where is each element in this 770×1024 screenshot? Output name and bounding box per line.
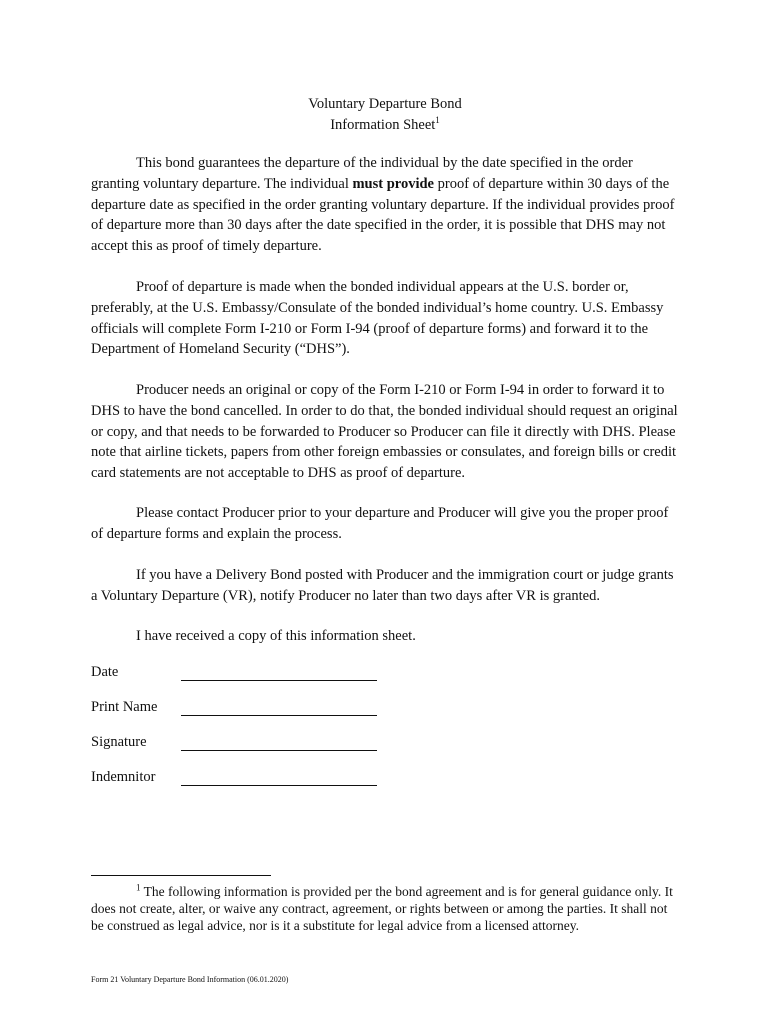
form-identifier: Form 21 Voluntary Departure Bond Information (06.01.2020) (91, 975, 289, 984)
footnote (91, 883, 681, 934)
date-label: Date (91, 664, 119, 680)
title-line-2 (0, 115, 770, 136)
paragraph-delivery-bond: If you have a Delivery Bond posted with Producer and the immigration court or judge grants a Voluntary Departure (VR), notify Producer no later than two days after VR is granted. (91, 567, 674, 604)
paragraph-proof-of-departure: Proof of departure is made when the bonded individual appears at the U.S. border or, preferably, at the U.S. Embassy/Consulate of the bonded individual’s home country. U.S. Embassy officials will complete Form I-210 or Form I-94 (proof of departure forms) and forward it to the Department of Homeland Security (“DHS”). (91, 279, 664, 358)
footnote-text: The following information is provided per the bond agreement and is for general guidance only. It does not create, alter, or waive any contract, agreement, or rights between or among the parties. It shall not be construed as legal advice, nor is it a substitute for legal advice from a licensed attorney. (91, 884, 673, 933)
print-name-label: Print Name (91, 699, 158, 715)
date-field-row (91, 664, 391, 686)
date-input-line[interactable] (181, 680, 377, 681)
paragraph-producer-needs: Producer needs an original or copy of the Form I-210 or Form I-94 in order to forward it to DHS to have the bond cancelled. In order to do that, the bonded individual should request an original or copy, and that needs to be forwarded to Producer so Producer can file it directly with DHS. Please note that airline tickets, papers from other foreign embassies or consulates, and foreign bills or credit card statements are not acceptable to DHS as proof of departure. (91, 382, 678, 482)
paragraph-1-after-bold: proof of departure within 30 days of the departure date as specified in the order granting voluntary departure. If the individual provides proof of departure more than 30 days after the date specified in the order, it is possible that DHS may not accept this as proof of timely departure. (91, 175, 675, 255)
paragraph-1-before-bold: This bond guarantees the departure of the individual by the date specified in the order granting voluntary departure. The individual (91, 155, 633, 192)
indemnitor-field-row (91, 769, 391, 791)
title-line-2-text: Information Sheet (330, 117, 436, 133)
title-footnote-mark: 1 (435, 115, 440, 126)
document-title (0, 94, 770, 136)
paragraph-bond-guarantee (91, 153, 681, 257)
title-line-1: Voluntary Departure Bond (308, 96, 462, 112)
footnote-mark: 1 (136, 882, 141, 893)
signature-input-line[interactable] (181, 750, 377, 751)
paragraph-acknowledgement: I have received a copy of this information sheet. (136, 628, 416, 644)
signature-field-row (91, 734, 391, 756)
indemnitor-label: Indemnitor (91, 769, 156, 785)
signature-label: Signature (91, 734, 147, 750)
paragraph-1-bold: must provide (352, 175, 434, 192)
indemnitor-input-line[interactable] (181, 785, 377, 786)
paragraph-contact-producer: Please contact Producer prior to your departure and Producer will give you the proper proof of departure forms and explain the process. (91, 505, 669, 542)
print-name-input-line[interactable] (181, 715, 377, 716)
footnote-separator (91, 875, 271, 876)
print-name-field-row (91, 699, 391, 721)
